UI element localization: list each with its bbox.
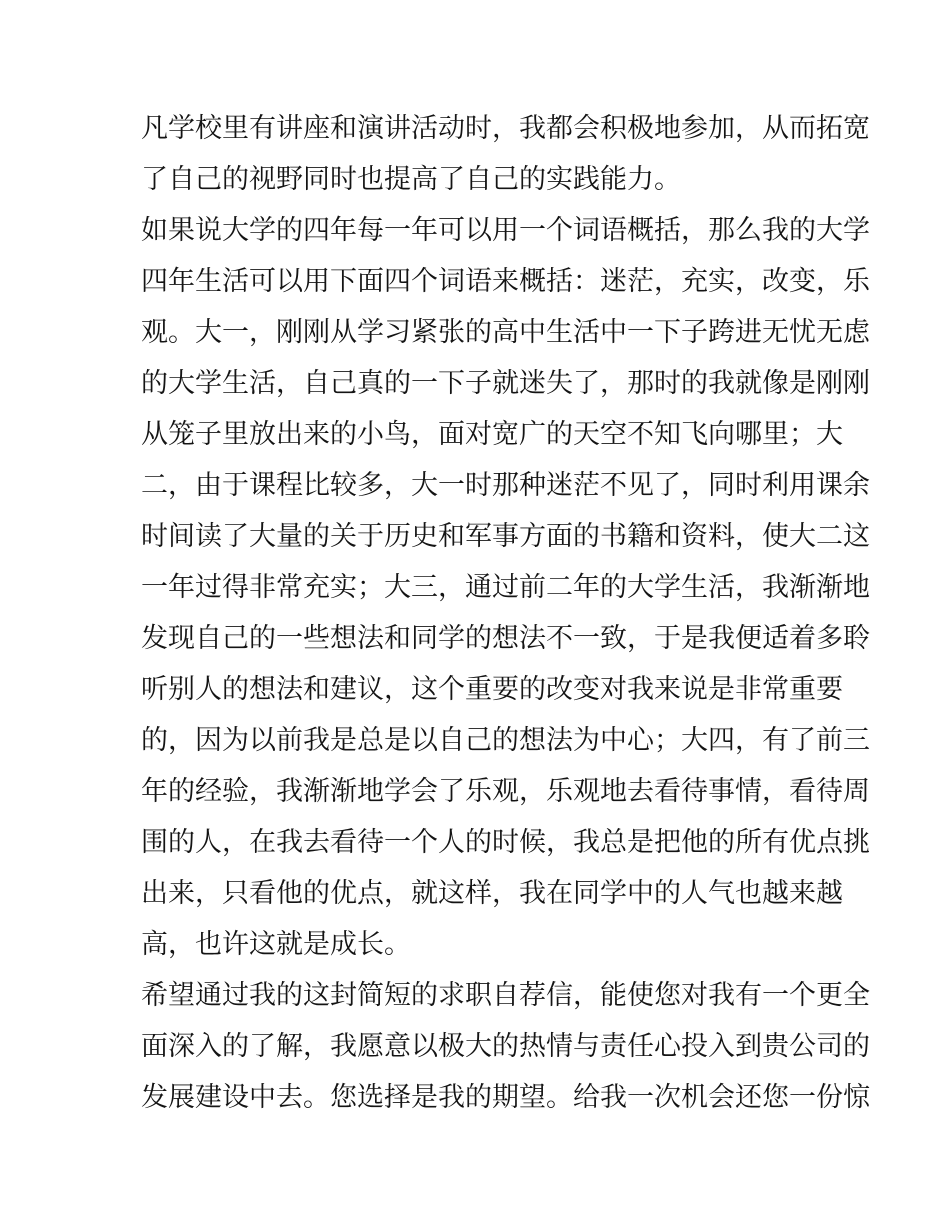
text-line: 出来，只看他的优点，就这样，我在同学中的人气也越来越	[141, 878, 843, 909]
text-line: 发现自己的一些想法和同学的想法不一致，于是我便适着多聆	[141, 623, 870, 654]
body-text	[141, 103, 870, 1123]
text-line: 年的经验，我渐渐地学会了乐观，乐观地去看待事情，看待周	[141, 776, 870, 807]
text-line: 二，由于课程比较多，大一时那种迷茫不见了，同时利用课余	[141, 470, 870, 501]
text-line: 时间读了大量的关于历史和军事方面的书籍和资料，使大二这	[141, 521, 870, 552]
text-line: 高，也许这就是成长。	[141, 929, 411, 960]
text-line: 从笼子里放出来的小鸟，面对宽广的天空不知飞向哪里；大	[141, 419, 843, 450]
text-line: 希望通过我的这封简短的求职自荐信，能使您对我有一个更全	[141, 980, 870, 1011]
text-line: 面深入的了解，我愿意以极大的热情与责任心投入到贵公司的	[141, 1031, 870, 1062]
text-line: 一年过得非常充实；大三，通过前二年的大学生活，我渐渐地	[141, 572, 870, 603]
text-line: 凡学校里有讲座和演讲活动时，我都会积极地参加，从而拓宽	[141, 113, 870, 144]
text-line: 了自己的视野同时也提高了自己的实践能力。	[141, 164, 681, 195]
text-line: 的，因为以前我是总是以自己的想法为中心；大四，有了前三	[141, 725, 870, 756]
text-line: 的大学生活，自己真的一下子就迷失了，那时的我就像是刚刚	[141, 368, 870, 399]
text-line: 四年生活可以用下面四个词语来概括：迷茫，充实，改变，乐	[141, 266, 870, 297]
text-line: 围的人，在我去看待一个人的时候，我总是把他的所有优点挑	[141, 827, 870, 858]
text-line: 发展建设中去。您选择是我的期望。给我一次机会还您一份惊	[141, 1082, 870, 1113]
text-line: 如果说大学的四年每一年可以用一个词语概括，那么我的大学	[141, 215, 870, 246]
text-line: 观。大一，刚刚从学习紧张的高中生活中一下子跨进无忧无虑	[141, 317, 870, 348]
text-line: 听别人的想法和建议，这个重要的改变对我来说是非常重要	[141, 674, 843, 705]
